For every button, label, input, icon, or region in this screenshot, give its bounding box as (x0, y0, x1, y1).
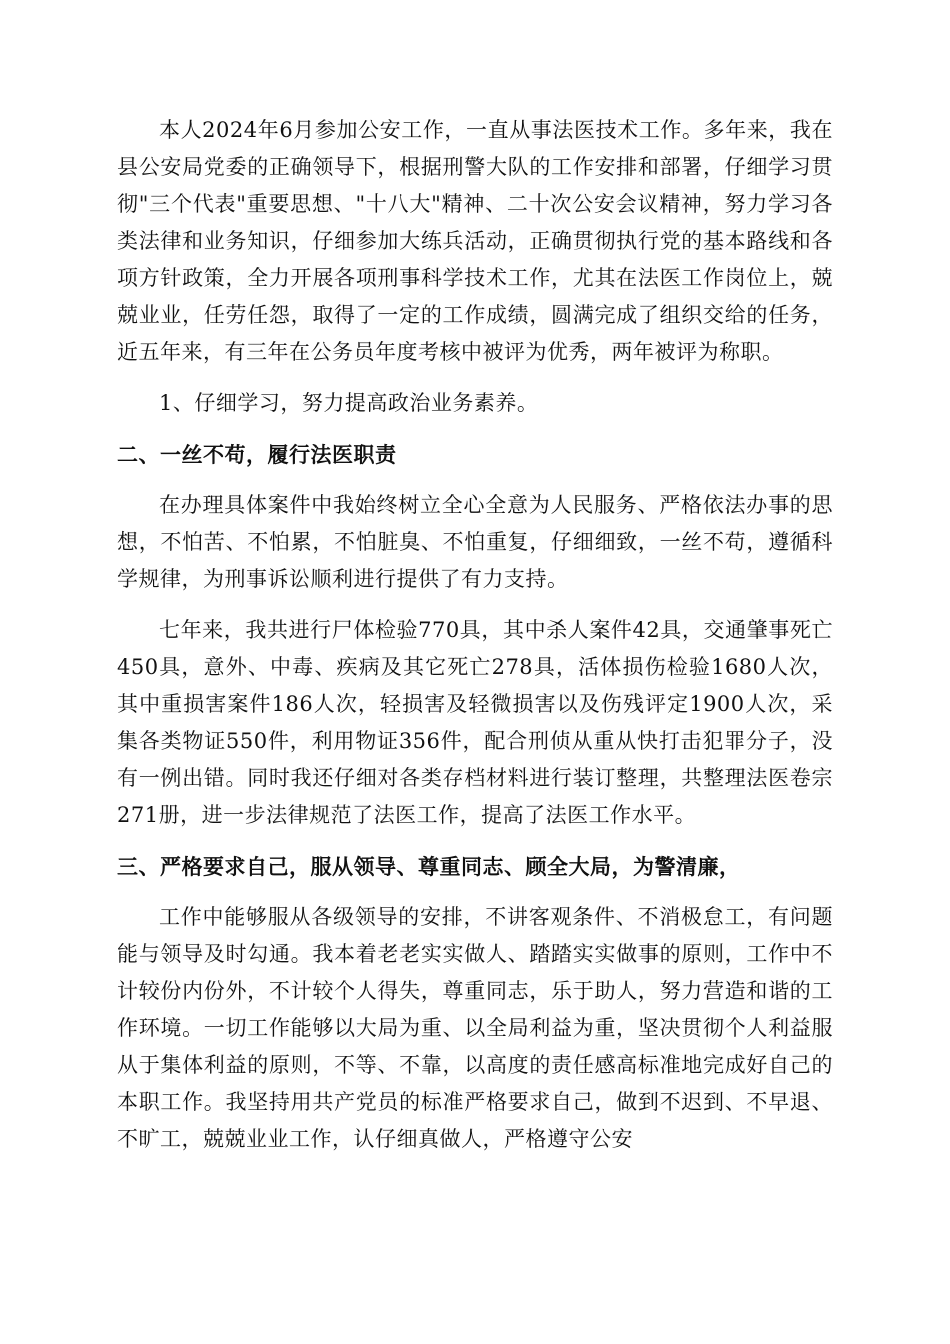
paragraph-intro: 本人2024年6月参加公安工作，一直从事法医技术工作。多年来，我在县公安局党委的正确领导下，根据刑警大队的工作安排和部署，仔细学习贯彻"三个代表"重要思想、"十八大"精神、二十次公安会议精神，努力学习各类法律和业务知识，仔细参加大练兵活动，正确贯彻执行党的基本路线和各项方针政策，全力开展各项刑事科学技术工作，尤其在法医工作岗位上，兢兢业业，任劳任怨，取得了一定的工作成绩，圆满完成了组织交给的任务，近五年来，有三年在公务员年度考核中被评为优秀，两年被评为称职。 (117, 118, 833, 364)
paragraph-study: 1、仔细学习，努力提高政治业务素养。 (159, 391, 539, 415)
section-heading-discipline: 三、严格要求自己，服从领导、尊重同志、顾全大局，为警清廉， (117, 854, 741, 879)
section-heading-duties: 二、一丝不苟，履行法医职责 (117, 442, 397, 467)
document-page (117, 112, 833, 1158)
paragraph-conduct: 工作中能够服从各级领导的安排，不讲客观条件、不消极怠工，有问题能与领导及时勾通。我本着老老实实做人、踏踏实实做事的原则，工作中不计较份内份外，不计较个人得失，尊重同志，乐于助人，努力营造和谐的工作环境。一切工作能够以大局为重、以全局利益为重，坚决贯彻个人利益服从于集体利益的原则，不等、不靠，以高度的责任感高标准地完成好自己的本职工作。我坚持用共产党员的标准严格要求自己，做到不迟到、不早退、不旷工，兢兢业业工作，认仔细真做人，严格遵守公安 (117, 905, 833, 1151)
paragraph-case-handling: 在办理具体案件中我始终树立全心全意为人民服务、严格依法办事的思想，不怕苦、不怕累，不怕脏臭、不怕重复，仔细细致，一丝不苟，遵循科学规律，为刑事诉讼顺利进行提供了有力支持。 (117, 493, 833, 591)
paragraph-statistics: 七年来，我共进行尸体检验770具，其中杀人案件42具，交通肇事死亡450具，意外、中毒、疾病及其它死亡278具，活体损伤检验1680人次，其中重损害案件186人次，轻损害及轻微损害以及伤残评定1900人次，采集各类物证550件，利用物证356件，配合刑侦从重从快打击犯罪分子，没有一例出错。同时我还仔细对各类存档材料进行装订整理，共整理法医卷宗271册，进一步法律规范了法医工作，提高了法医工作水平。 (117, 618, 833, 827)
